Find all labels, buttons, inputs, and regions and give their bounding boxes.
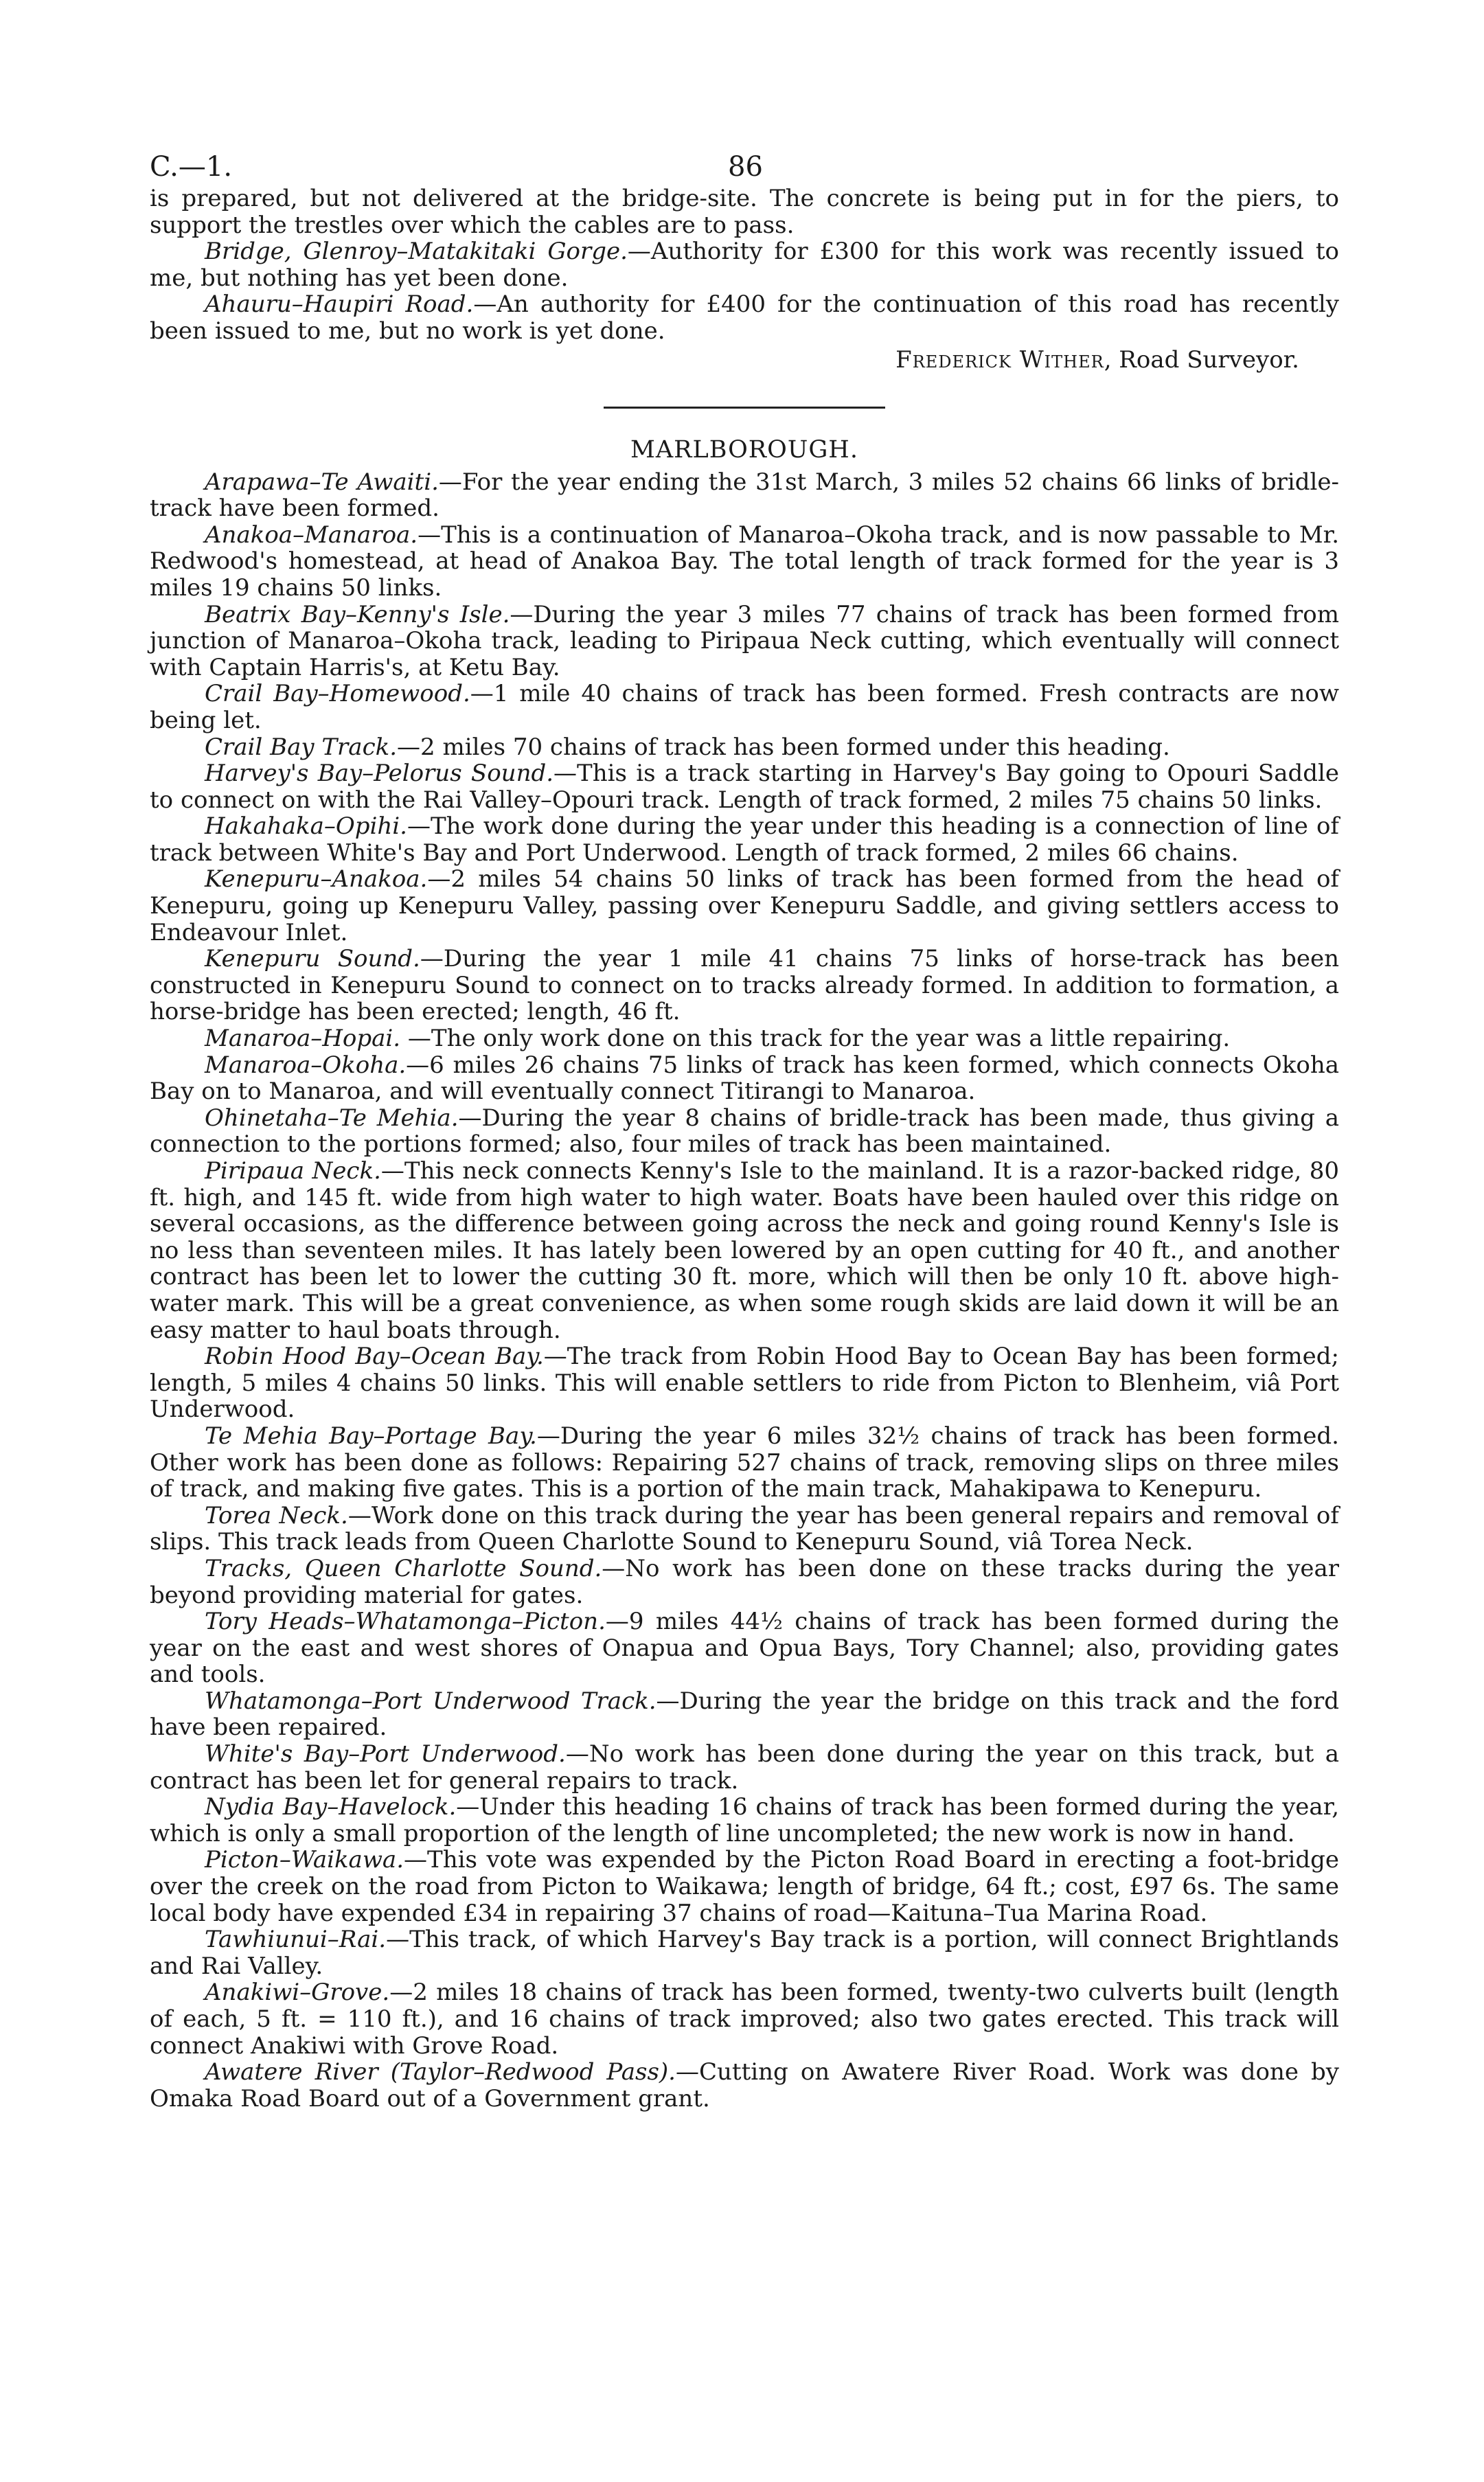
paragraph — [150, 1052, 1339, 1105]
paragraph-text: is prepared, but not delivered at the bridge-site. The concrete is being put in for the piers, to support the trestles over which the cables are to pass. — [150, 185, 1339, 239]
paragraph — [150, 734, 1339, 761]
signature-role: , Road Surveyor. — [1104, 345, 1299, 374]
paragraph — [150, 185, 1339, 238]
intro-block — [150, 185, 1339, 374]
paragraph-text: —1 mile 40 chains of track has been formed. Fresh contracts are now being let. — [150, 680, 1339, 734]
paragraph — [150, 1556, 1339, 1608]
paragraph-title: Piripaua Neck. — [205, 1157, 381, 1185]
paragraph — [150, 602, 1339, 681]
paragraph — [150, 1979, 1339, 2059]
paragraph — [150, 866, 1339, 946]
paragraph-title: Kenepuru Sound. — [205, 945, 420, 973]
paragraph — [150, 1926, 1339, 1979]
paragraph-text: —During the year 6 miles 32½ chains of track has been formed. Other work has been done as follows: Repairing 527 chains of track, removing slips on three miles of track, and making five gates. This is a portion of the main track, Mahakipawa to Kenepuru. — [150, 1422, 1339, 1503]
paragraph-text: —Authority for £300 for this work was recently issued to me, but nothing has yet been done. — [150, 238, 1339, 292]
paragraph-text: —2 miles 18 chains of track has been formed, twenty-two culverts built (length of each, 5 ft. = 110 ft.), and 16 chains of track improved; also two gates erected. This track will connect Anakiwi with Grove Road. — [150, 1979, 1339, 2060]
paragraph — [150, 291, 1339, 344]
marlborough-section — [150, 436, 1339, 2113]
paragraph-title: Beatrix Bay–Kenny's Isle. — [205, 600, 510, 628]
paragraph-title: Torea Neck. — [205, 1501, 348, 1529]
paragraph-text: —This track, of which Harvey's Bay track is a portion, will connect Brightlands and Rai Valley. — [150, 1926, 1339, 1980]
paragraph-text: —During the year 3 miles 77 chains of track has been formed from junction of Manaroa–Okoha track, leading to Piripaua Neck cutting, which eventually will connect with Captain Harris's, at Ketu Bay. — [150, 600, 1339, 681]
paragraph-title: Awatere River (Taylor–Redwood Pass). — [205, 2058, 676, 2086]
paragraph — [150, 2059, 1339, 2112]
paragraph-title: Kenepuru–Anakoa. — [205, 865, 428, 893]
paragraph-title: Robin Hood Bay–Ocean Bay. — [205, 1343, 544, 1371]
paragraph-text: —2 miles 70 chains of track has been formed under this heading. — [397, 733, 1170, 761]
paragraph-title: Tracks, Queen Charlotte Sound. — [205, 1554, 602, 1582]
paragraph-text: —For the year ending the 31st March, 3 miles 52 chains 66 links of bridle-track have been formed. — [150, 468, 1339, 523]
paragraph-title: Arapawa–Te Awaiti. — [205, 468, 439, 496]
paragraph — [150, 1741, 1339, 1794]
paragraph-text: —During the year 1 mile 41 chains 75 links of horse-track has been constructed in Kenepuru Sound to connect on to tracks already formed. In addition to formation, a horse-bridge has been erected; length, 46 ft. — [150, 945, 1339, 1026]
paragraph-text: —This vote was expended by the Picton Road Board in erecting a foot-bridge over the creek on the road from Picton to Waikawa; length of bridge, 64 ft.; cost, £97 6s. The same local body have expended £34 in repairing 37 chains of road—Kaituna–Tua Marina Road. — [150, 1846, 1339, 1927]
paragraph-text: —This is a track starting in Harvey's Bay going to Opouri Saddle to connect on with the Rai Valley–Opouri track. Length of track formed, 2 miles 75 chains 50 links. — [150, 760, 1339, 814]
paragraph — [150, 1847, 1339, 1926]
paragraph-title: Bridge, Glenroy–Matakitaki Gorge. — [205, 238, 628, 266]
report-reference: C.—1. — [150, 151, 233, 183]
paragraph — [150, 1688, 1339, 1741]
signature — [150, 346, 1339, 374]
paragraph-text: —Work done on this track during the year has been general repairs and removal of slips. This track leads from Queen Charlotte Sound to Kenepuru Sound, viâ Torea Neck. — [150, 1501, 1339, 1556]
paragraph-text: —Cutting on Awatere River Road. Work was done by Omaka Road Board out of a Government grant. — [150, 2058, 1340, 2113]
paragraph-text: —During the year 8 chains of bridle-track has been made, thus giving a connection to the portions formed; also, four miles of track has been maintained. — [150, 1104, 1339, 1159]
paragraph-title: Whatamonga–Port Underwood Track. — [205, 1687, 657, 1715]
signature-name: Frederick Wither — [895, 345, 1104, 374]
paragraph-title: Anakoa–Manaroa. — [205, 521, 418, 549]
paragraph-text: —9 miles 44½ chains of track has been formed during the year on the east and west shores of Onapua and Opua Bays, Tory Channel; also, providing gates and tools. — [150, 1608, 1340, 1689]
paragraph-text: —This is a continuation of Manaroa–Okoha track, and is now passable to Mr. Redwood's homestead, at head of Anakoa Bay. The total length of track formed for the year is 3 miles 19 chains 50 links. — [150, 521, 1339, 602]
paragraph-text: —The work done during the year under this heading is a connection of line of track between White's Bay and Port Underwood. Length of track formed, 2 miles 66 chains. — [150, 812, 1339, 867]
paragraph-title: Te Mehia Bay–Portage Bay. — [205, 1422, 537, 1450]
paragraph — [150, 1105, 1339, 1158]
paragraph — [150, 1025, 1339, 1052]
paragraph-text: —No work has been done on these tracks during the year beyond providing material for gates. — [150, 1554, 1339, 1609]
paragraph-title: Picton–Waikawa. — [205, 1846, 404, 1874]
paragraph-title: Harvey's Bay–Pelorus Sound. — [205, 760, 554, 788]
paragraph-title: Manaroa–Okoha. — [205, 1051, 407, 1079]
paragraph — [150, 681, 1339, 733]
paragraph — [150, 1794, 1339, 1847]
paragraph-text: —The only work done on this track for the year was a little repairing. — [400, 1025, 1231, 1053]
paragraph-text: —An authority for £400 for the continuation of this road has recently been issued to me, but no work is yet done. — [150, 291, 1339, 345]
paragraph-text: —The track from Robin Hood Bay to Ocean Bay has been formed; length, 5 miles 4 chains 50 links. This will enable settlers to ride from Picton to Blenheim, viâ Port Underwood. — [150, 1343, 1339, 1424]
paragraph-title: Ohinetaha–Te Mehia. — [205, 1104, 459, 1132]
paragraph — [150, 813, 1339, 866]
paragraph — [150, 469, 1339, 522]
paragraph-text: —During the year the bridge on this track and the ford have been repaired. — [150, 1687, 1340, 1742]
paragraph — [150, 760, 1339, 813]
document-page — [150, 130, 1339, 2112]
section-heading: MARLBOROUGH. — [630, 435, 858, 464]
paragraph — [150, 1158, 1339, 1343]
paragraph — [150, 946, 1339, 1025]
paragraph — [150, 1423, 1339, 1503]
paragraph-text: —2 miles 54 chains 50 links of track has been formed from the head of Kenepuru, going up Kenepuru Valley, passing over Kenepuru Saddle, and giving settlers access to Endeavour Inlet. — [150, 865, 1339, 946]
paragraph — [150, 238, 1339, 291]
paragraph-text: —This neck connects Kenny's Isle to the mainland. It is a razor-backed ridge, 80 ft. high, and 145 ft. wide from high water to high water. Boats have been hauled over this ridge on several occasions, as the difference between going across the neck and going round Kenny's Isle is no less than seventeen miles. It has lately been lowered by an open cutting for 40 ft., and another contract has been let to lower the cutting 30 ft. more, which will then be only 10 ft. above high-water mark. This will be a great convenience, as when some rough skids are laid down it will be an easy matter to haul boats through. — [150, 1157, 1339, 1344]
paragraph-title: Ahauru–Haupiri Road. — [205, 291, 474, 319]
paragraph-text: —Under this heading 16 chains of track has been formed during the year, which is only a small proportion of the length of line uncompleted; the new work is now in hand. — [150, 1793, 1339, 1847]
paragraph-text: —6 miles 26 chains 75 links of track has keen formed, which connects Okoha Bay on to Manaroa, and will eventually connect Titirangi to Manaroa. — [150, 1051, 1339, 1106]
paragraph — [150, 1608, 1339, 1688]
paragraph-title: Manaroa–Hopai. — [205, 1025, 401, 1053]
page-number: 86 — [728, 151, 763, 183]
paragraph-title: Crail Bay–Homewood. — [205, 680, 470, 708]
paragraph-title: Crail Bay Track. — [205, 733, 398, 761]
paragraph — [150, 1343, 1339, 1423]
paragraph-title: Nydia Bay–Havelock. — [205, 1793, 457, 1821]
paragraph-title: Tory Heads–Whatamonga–Picton. — [205, 1608, 606, 1636]
paragraph-title: White's Bay–Port Underwood. — [205, 1740, 566, 1768]
paragraph — [150, 1503, 1339, 1556]
page-header — [150, 130, 1339, 185]
paragraph-text: —No work has been done during the year on this track, but a contract has been let for general repairs to track. — [150, 1740, 1339, 1795]
paragraph — [150, 522, 1339, 602]
paragraph-title: Hakahaka–Opihi. — [205, 812, 407, 841]
section-divider — [604, 407, 885, 409]
paragraph-title: Tawhiunui–Rai. — [205, 1926, 387, 1954]
section-paragraphs — [150, 469, 1339, 2113]
paragraph-title: Anakiwi–Grove. — [205, 1979, 390, 2007]
